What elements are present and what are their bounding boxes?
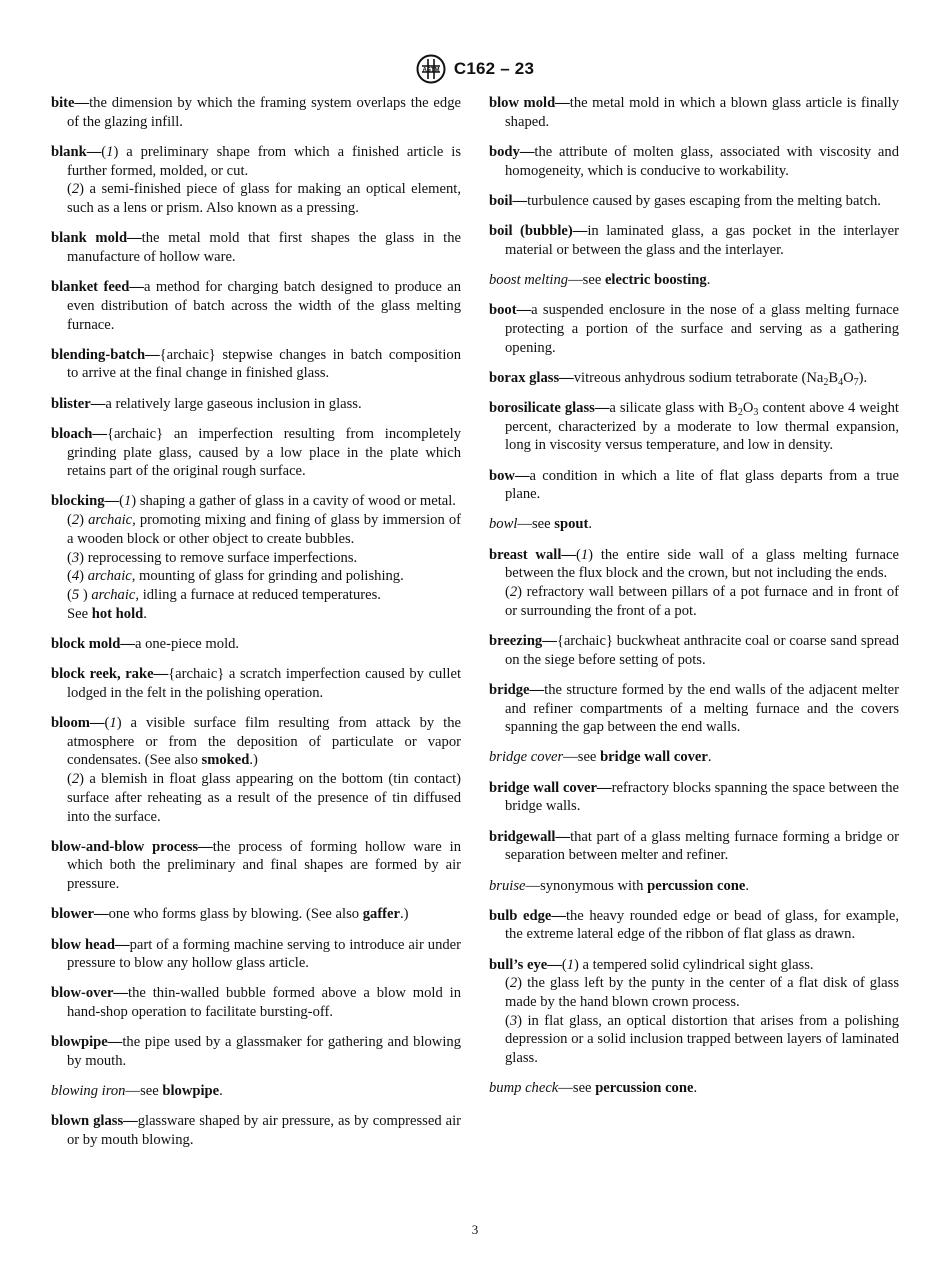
entry-blown-glass: blown glass—glassware shaped by air pressure, as by compressed air or by mouth blowing. [51, 1113, 461, 1149]
astm-logo-icon [416, 54, 446, 84]
entry-bloach: bloach—{archaic} an imperfection resulting from incompletely grinding plate glass, caused by a low place in the plate which retains part of the original rough surface. [51, 425, 461, 480]
entry-block-mold: block mold—a one-piece mold. [51, 635, 240, 652]
cross-reference: blowpipe [162, 1083, 220, 1100]
document-designation: C162 – 23 [453, 59, 535, 78]
entry-block-reek: block reek, rake—{archaic} a scratch imperfection caused by cullet lodged in the felt in the polishing operation. [51, 666, 461, 701]
entry-boot: boot—a suspended enclosure in the nose of a glass melting furnace protecting a portion of the surface and serving as a gathering opening. [489, 302, 899, 356]
cross-reference: spout [554, 516, 589, 533]
entry-boil: boil—turbulence caused by gases escaping from the melting batch. [489, 192, 881, 209]
entry-breast-wall: breast wall—(1) the entire side wall of a glass melting furnace between the flux block and the crown, but not including the ends. (2) refractory wall between pillars of a pot furnace and in front of or surrounding the front of a pot. [489, 546, 899, 619]
entry-blister: blister—a relatively large gaseous inclusion in glass. [51, 395, 362, 412]
cross-reference: smoked [201, 752, 250, 769]
entry-bowl: bowl—see spout. [489, 516, 593, 533]
page-number: 3 [471, 1222, 479, 1237]
entry-blanket-feed: blanket feed—a method for charging batch designed to produce an even distribution of batch across the width of the glass melting furnace. [51, 279, 461, 333]
entry-blowpipe: blowpipe—the pipe used by a glassmaker for gathering and blowing by mouth. [51, 1034, 461, 1070]
entry-bridge-wall-cover: bridge wall cover—refractory blocks spanning the space between the bridge walls. [489, 779, 899, 815]
entry-blow-mold: blow mold—the metal mold in which a blown glass article is finally shaped. [489, 95, 899, 130]
entry-bulls-eye: bull’s eye—(1) a tempered solid cylindrical sight glass. (2) the glass left by the punty in the center of a flat disk of glass made by the hand blown crown process. (3) in flat glass, an optical distortion that arises from a polishing depression or a solid inclusion trapped between layers of laminated glass. [489, 956, 899, 1067]
entry-bloom: bloom—(1) a visible surface film resulting from attack by the atmosphere or from the deposition of particulate or vapor condensates. (See also smoked.) (2) a blemish in float glass appearing on the bottom (tin contact) surface after reheating as a result of the presence of tin diffused into the surface. [51, 714, 461, 825]
entry-bruise: bruise—synonymous with percussion cone. [489, 877, 750, 894]
entry-boost-melting: boost melting—see electric boosting. [489, 271, 711, 288]
entry-blank: blank—(1) a preliminary shape from which a finished article is further formed, molded, or cut. (2) a semi-finished piece of glass for making an optical element, such as a lens or prism. Also known as a pressing. [51, 143, 461, 217]
entry-blending-batch: blending-batch—{archaic} stepwise changes in batch composition to arrive at the final change in finished glass. [51, 346, 461, 382]
entry-blow-head: blow head—part of a forming machine serving to introduce air under pressure to blow any hollow glass article. [51, 936, 461, 972]
entry-blocking: blocking—(1) shaping a gather of glass in a cavity of wood or metal. (2) archaic, promoting mixing and fining of glass by immersion of a wooden block or other object to create bubbles. (3) reprocessing to remove surface imperfections. (4) archaic, mounting of glass for grinding and polishing. (5 ) archaic, idling a furnace at reduced temperatures. See hot hold. [51, 493, 461, 622]
cross-reference: electric boosting [604, 271, 707, 288]
svg-text:ASTM: ASTM [422, 67, 440, 74]
left-column [51, 94, 461, 1161]
entry-bridgewall: bridgewall—that part of a glass melting furnace forming a bridge or separation between melter and refiner. [489, 828, 899, 864]
cross-reference: percussion cone [647, 877, 746, 894]
entry-bulb-edge: bulb edge—the heavy rounded edge or bead of glass, for example, the extreme lateral edge of the ribbon of flat glass as drawn. [489, 907, 899, 943]
entry-bridge-cover: bridge cover—see bridge wall cover. [489, 749, 712, 766]
entry-blow-and-blow-process: blow-and-blow process—the process of forming hollow ware in which both the preliminary and final shapes are formed by air pressure. [51, 838, 461, 893]
entry-breezing: breezing—{archaic} buckwheat anthracite coal or coarse sand spread on the siege before setting of pots. [489, 632, 899, 668]
entry-bite: bite—the dimension by which the framing system overlaps the edge of the glazing infill. [51, 95, 461, 130]
entry-blank-mold: blank mold—the metal mold that first shapes the glass in the manufacture of hollow ware. [51, 230, 461, 265]
entry-body: body—the attribute of molten glass, associated with viscosity and homogeneity, which is conducive to workability. [489, 143, 899, 179]
entry-blowing-iron: blowing iron—see blowpipe. [51, 1083, 223, 1100]
entry-blower: blower—one who forms glass by blowing. (See also gaffer.) [51, 906, 409, 923]
entry-boil-bubble: boil (bubble)—in laminated glass, a gas pocket in the interlayer material or between the glass and the interlayer. [489, 223, 900, 258]
cross-reference: hot hold [91, 605, 144, 622]
right-column [489, 94, 899, 1110]
entry-bridge: bridge—the structure formed by the end walls of the adjacent melter and refiner compartments of a melting furnace and the covers spanning the gap between the end walls. [489, 681, 899, 736]
entry-bump-check: bump check—see percussion cone. [489, 1080, 698, 1097]
entry-blow-over: blow-over—the thin-walled bubble formed above a blow mold in hand-shop operation to facilitate bursting-off. [51, 985, 461, 1021]
page-header [0, 54, 950, 84]
cross-reference: gaffer [362, 906, 400, 923]
entry-borax-glass: borax glass—vitreous anhydrous sodium tetraborate $(Na_2B_4O_7)$. [489, 369, 868, 388]
entry-borosilicate-glass: borosilicate glass—a silicate glass with $B_2O_3$ content above 4 weight percent, characterized by a moderate to low thermal expansion, long in viscosity versus temperature, and low in density. [489, 399, 899, 454]
entry-bow: bow—a condition in which a lite of flat glass departs from a true plane. [489, 467, 899, 503]
cross-reference: percussion cone [595, 1080, 694, 1097]
cross-reference: bridge wall cover [600, 749, 708, 766]
